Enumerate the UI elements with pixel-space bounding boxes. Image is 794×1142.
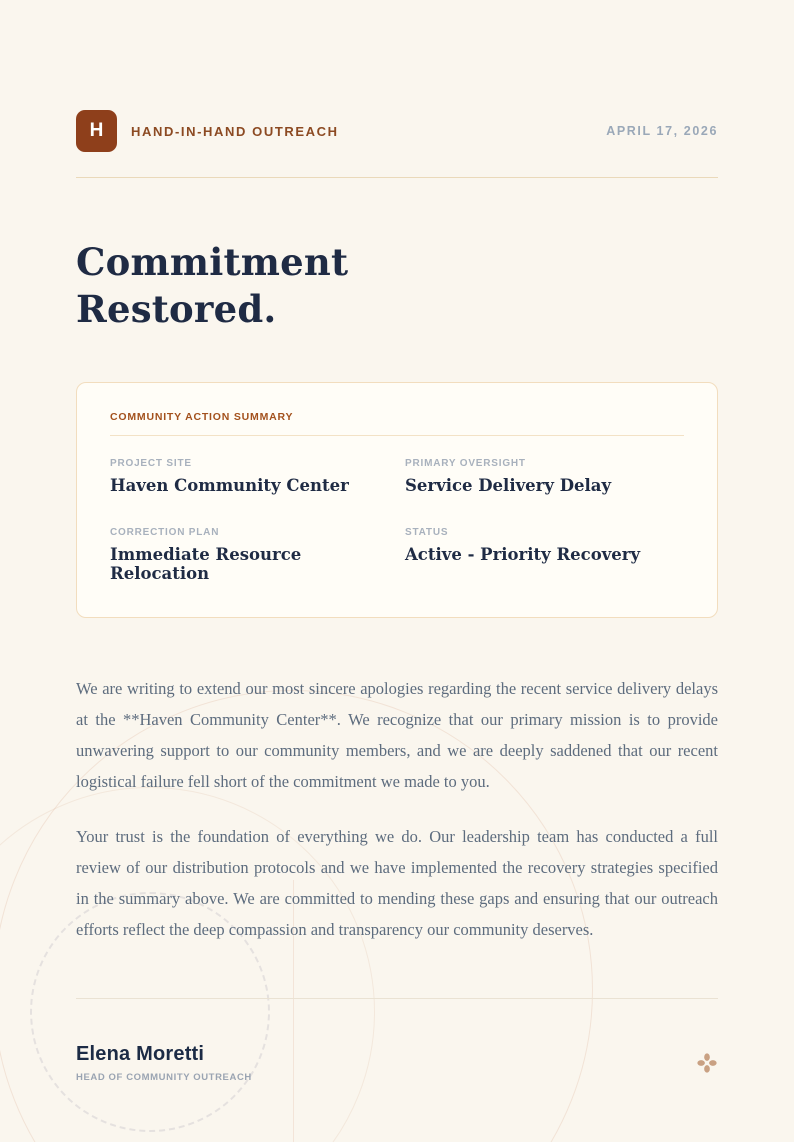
signatory-name: Elena Moretti bbox=[76, 1043, 205, 1065]
signatory-role: HEAD OF COMMUNITY OUTREACH bbox=[76, 1072, 252, 1083]
header-divider bbox=[76, 177, 718, 178]
field-label: CORRECTION PLAN bbox=[110, 527, 220, 538]
summary-field-primary-oversight bbox=[405, 458, 684, 495]
summary-card-divider bbox=[110, 435, 684, 436]
summary-field-project-site bbox=[110, 458, 389, 495]
page-title-line-1: Commitment bbox=[76, 240, 349, 284]
field-label: PRIMARY OVERSIGHT bbox=[405, 458, 526, 469]
field-label: STATUS bbox=[405, 527, 449, 538]
clover-icon bbox=[696, 1052, 718, 1074]
field-value: Haven Community Center bbox=[110, 476, 349, 495]
document-date: APRIL 17, 2026 bbox=[606, 124, 718, 138]
brand-logo-icon bbox=[76, 110, 117, 152]
signature-block bbox=[76, 1043, 718, 1083]
brand bbox=[76, 110, 339, 152]
letter-paragraph-1: We are writing to extend our most sincere apologies regarding the recent service delivery delays at the **Haven Community Center**. We recognize that our primary mission is to provide unwavering support to our community members, and we are deeply saddened that our recent logistical failure fell short of the commitment we made to you. bbox=[76, 679, 718, 791]
brand-logo-letter: H bbox=[89, 120, 104, 141]
summary-field-correction-plan bbox=[110, 527, 389, 583]
field-value: Service Delivery Delay bbox=[405, 476, 612, 495]
summary-card-title: COMMUNITY ACTION SUMMARY bbox=[110, 411, 294, 423]
signatory bbox=[76, 1043, 252, 1083]
summary-field-status bbox=[405, 527, 684, 583]
letter-body bbox=[76, 673, 718, 945]
page-title-line-2: Restored. bbox=[76, 287, 277, 331]
field-label: PROJECT SITE bbox=[110, 458, 192, 469]
signature-divider bbox=[76, 998, 718, 999]
summary-fields-grid bbox=[110, 458, 684, 583]
brand-name: HAND-IN-HAND OUTREACH bbox=[131, 123, 339, 139]
page-title bbox=[76, 239, 718, 333]
field-value: Immediate Resource Relocation bbox=[110, 545, 302, 583]
community-action-summary-card bbox=[76, 382, 718, 618]
field-value: Active - Priority Recovery bbox=[405, 545, 641, 564]
letterhead bbox=[76, 110, 718, 152]
letter-paragraph-2: Your trust is the foundation of everything we do. Our leadership team has conducted a full review of our distribution protocols and we have implemented the recovery strategies specified in the summary above. We are committed to mending these gaps and ensuring that our outreach efforts reflect the deep compassion and transparency our community deserves. bbox=[76, 827, 718, 939]
